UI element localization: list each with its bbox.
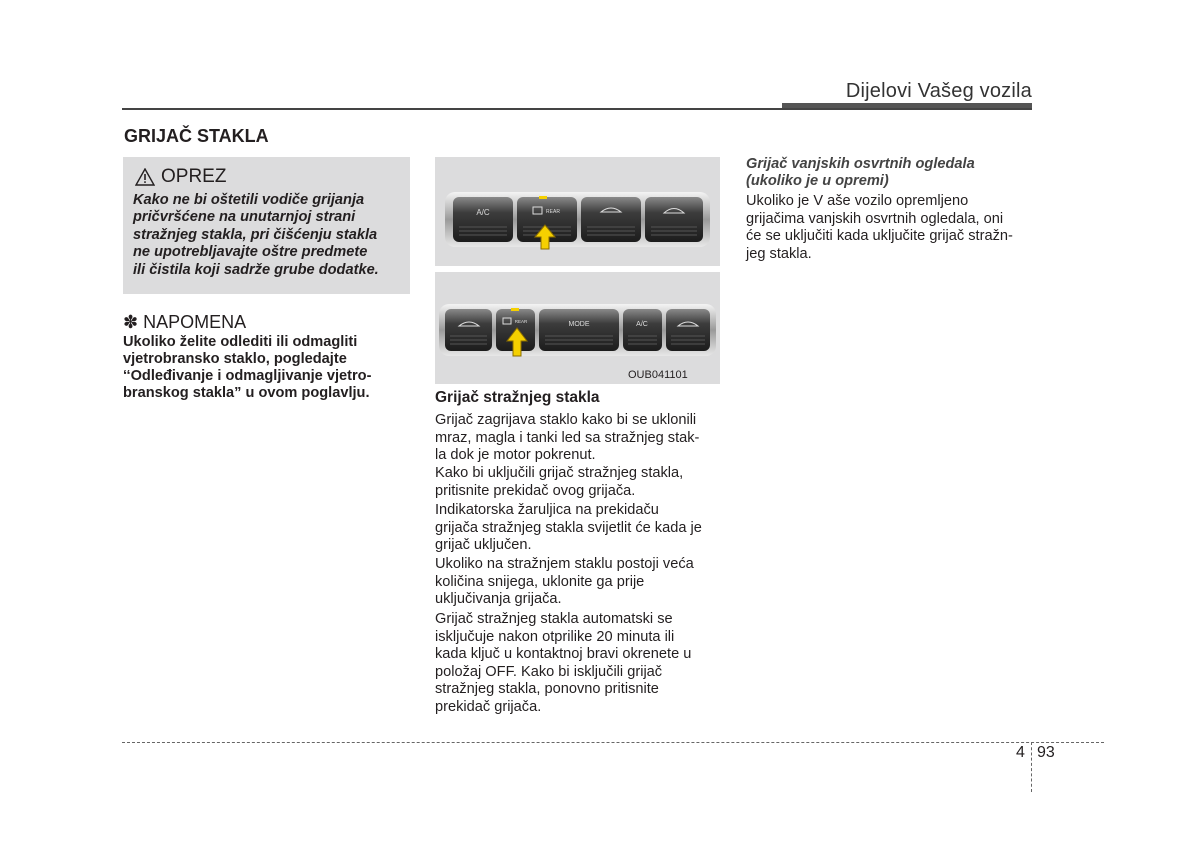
rear-defroster-paragraph-4: Ukoliko na stražnjem staklu postoji veća količina snijega, uklonite ga prije uključivanja grijača.: [435, 556, 694, 608]
figure-code: OUB041101: [628, 369, 688, 381]
page-chapter-number: 4: [1016, 744, 1025, 761]
button-b-ac: A/C: [636, 321, 648, 328]
footer-dashed-rule: [122, 742, 1104, 743]
button-a-ac: A/C: [476, 208, 490, 217]
header-rule: [122, 108, 1032, 110]
figure-panel-tip-b: [435, 272, 720, 384]
page-header-title: Dijelovi Vašeg vozila: [845, 80, 1032, 102]
button-b-rear: REAR: [514, 319, 528, 324]
note-text: Ukoliko želite odlediti ili odmagliti vjetrobransko staklo, pogledajte ‘‘Odleđivanje i odmagljivanje vjetro- branskog stakla” u ovom poglavlju.: [123, 334, 372, 401]
rear-defroster-paragraph-2: Kako bi uključili grijač stražnjeg stakla, pritisnite prekidač ovog grijača.: [435, 465, 684, 499]
warning-triangle-icon: [135, 168, 155, 186]
switch-panel-a-illustration: [435, 157, 720, 266]
rear-defroster-heading: Grijač stražnjeg stakla: [435, 389, 600, 406]
note-heading-label: NAPOMENA: [143, 312, 247, 332]
rear-defroster-paragraph-1: Grijač zagrijava staklo kako bi se uklonili mraz, magla i tanki led sa stražnjeg stak- la dok je motor pokrenut.: [435, 412, 700, 464]
note-symbol: ✽: [123, 312, 139, 332]
switch-panel-b-illustration: [435, 272, 720, 384]
rear-defroster-paragraph-5: Grijač stražnjeg stakla automatski se isključuje nakon otprilike 20 minuta ili kada ključ u kontaktnoj bravi okrenete u položaj OFF. Kako bi isključili grijač stražnjeg stakla, ponovno pritisnite prekidač grijača.: [435, 611, 692, 715]
button-a-rear: REAR: [546, 209, 560, 215]
page-number: 93: [1037, 744, 1055, 761]
footer-dashed-divider: [1031, 742, 1032, 792]
warning-text: Kako ne bi oštetili vodiče grijanja pričvršćene na unutarnjoj strani stražnjeg stakla, pri čišćenju stakla ne upotrebljavajte oštre predmete ili čistila koji sadrže grube dodatke.: [133, 192, 379, 278]
button-b-mode: MODE: [568, 321, 590, 328]
rear-defroster-paragraph-3: Indikatorska žaruljica na prekidaču grijača stražnjeg stakla svijetlit će kada je grijač uključen.: [435, 502, 702, 554]
figure-panel-tip-a: [435, 157, 720, 266]
mirror-defroster-heading: Grijač vanjskih osvrtnih ogledala (ukoliko je u opremi): [746, 156, 975, 189]
section-title: GRIJAČ STAKLA: [124, 126, 269, 146]
warning-heading-label: OPREZ: [161, 166, 227, 187]
note-heading: [123, 312, 246, 333]
warning-heading: [135, 166, 226, 188]
mirror-defroster-text: Ukoliko je V aše vozilo opremljeno grijačima vanjskih osvrtnih ogledala, oni će se uključiti kada uključite grijač stražn- jeg stakla.: [746, 193, 1013, 262]
